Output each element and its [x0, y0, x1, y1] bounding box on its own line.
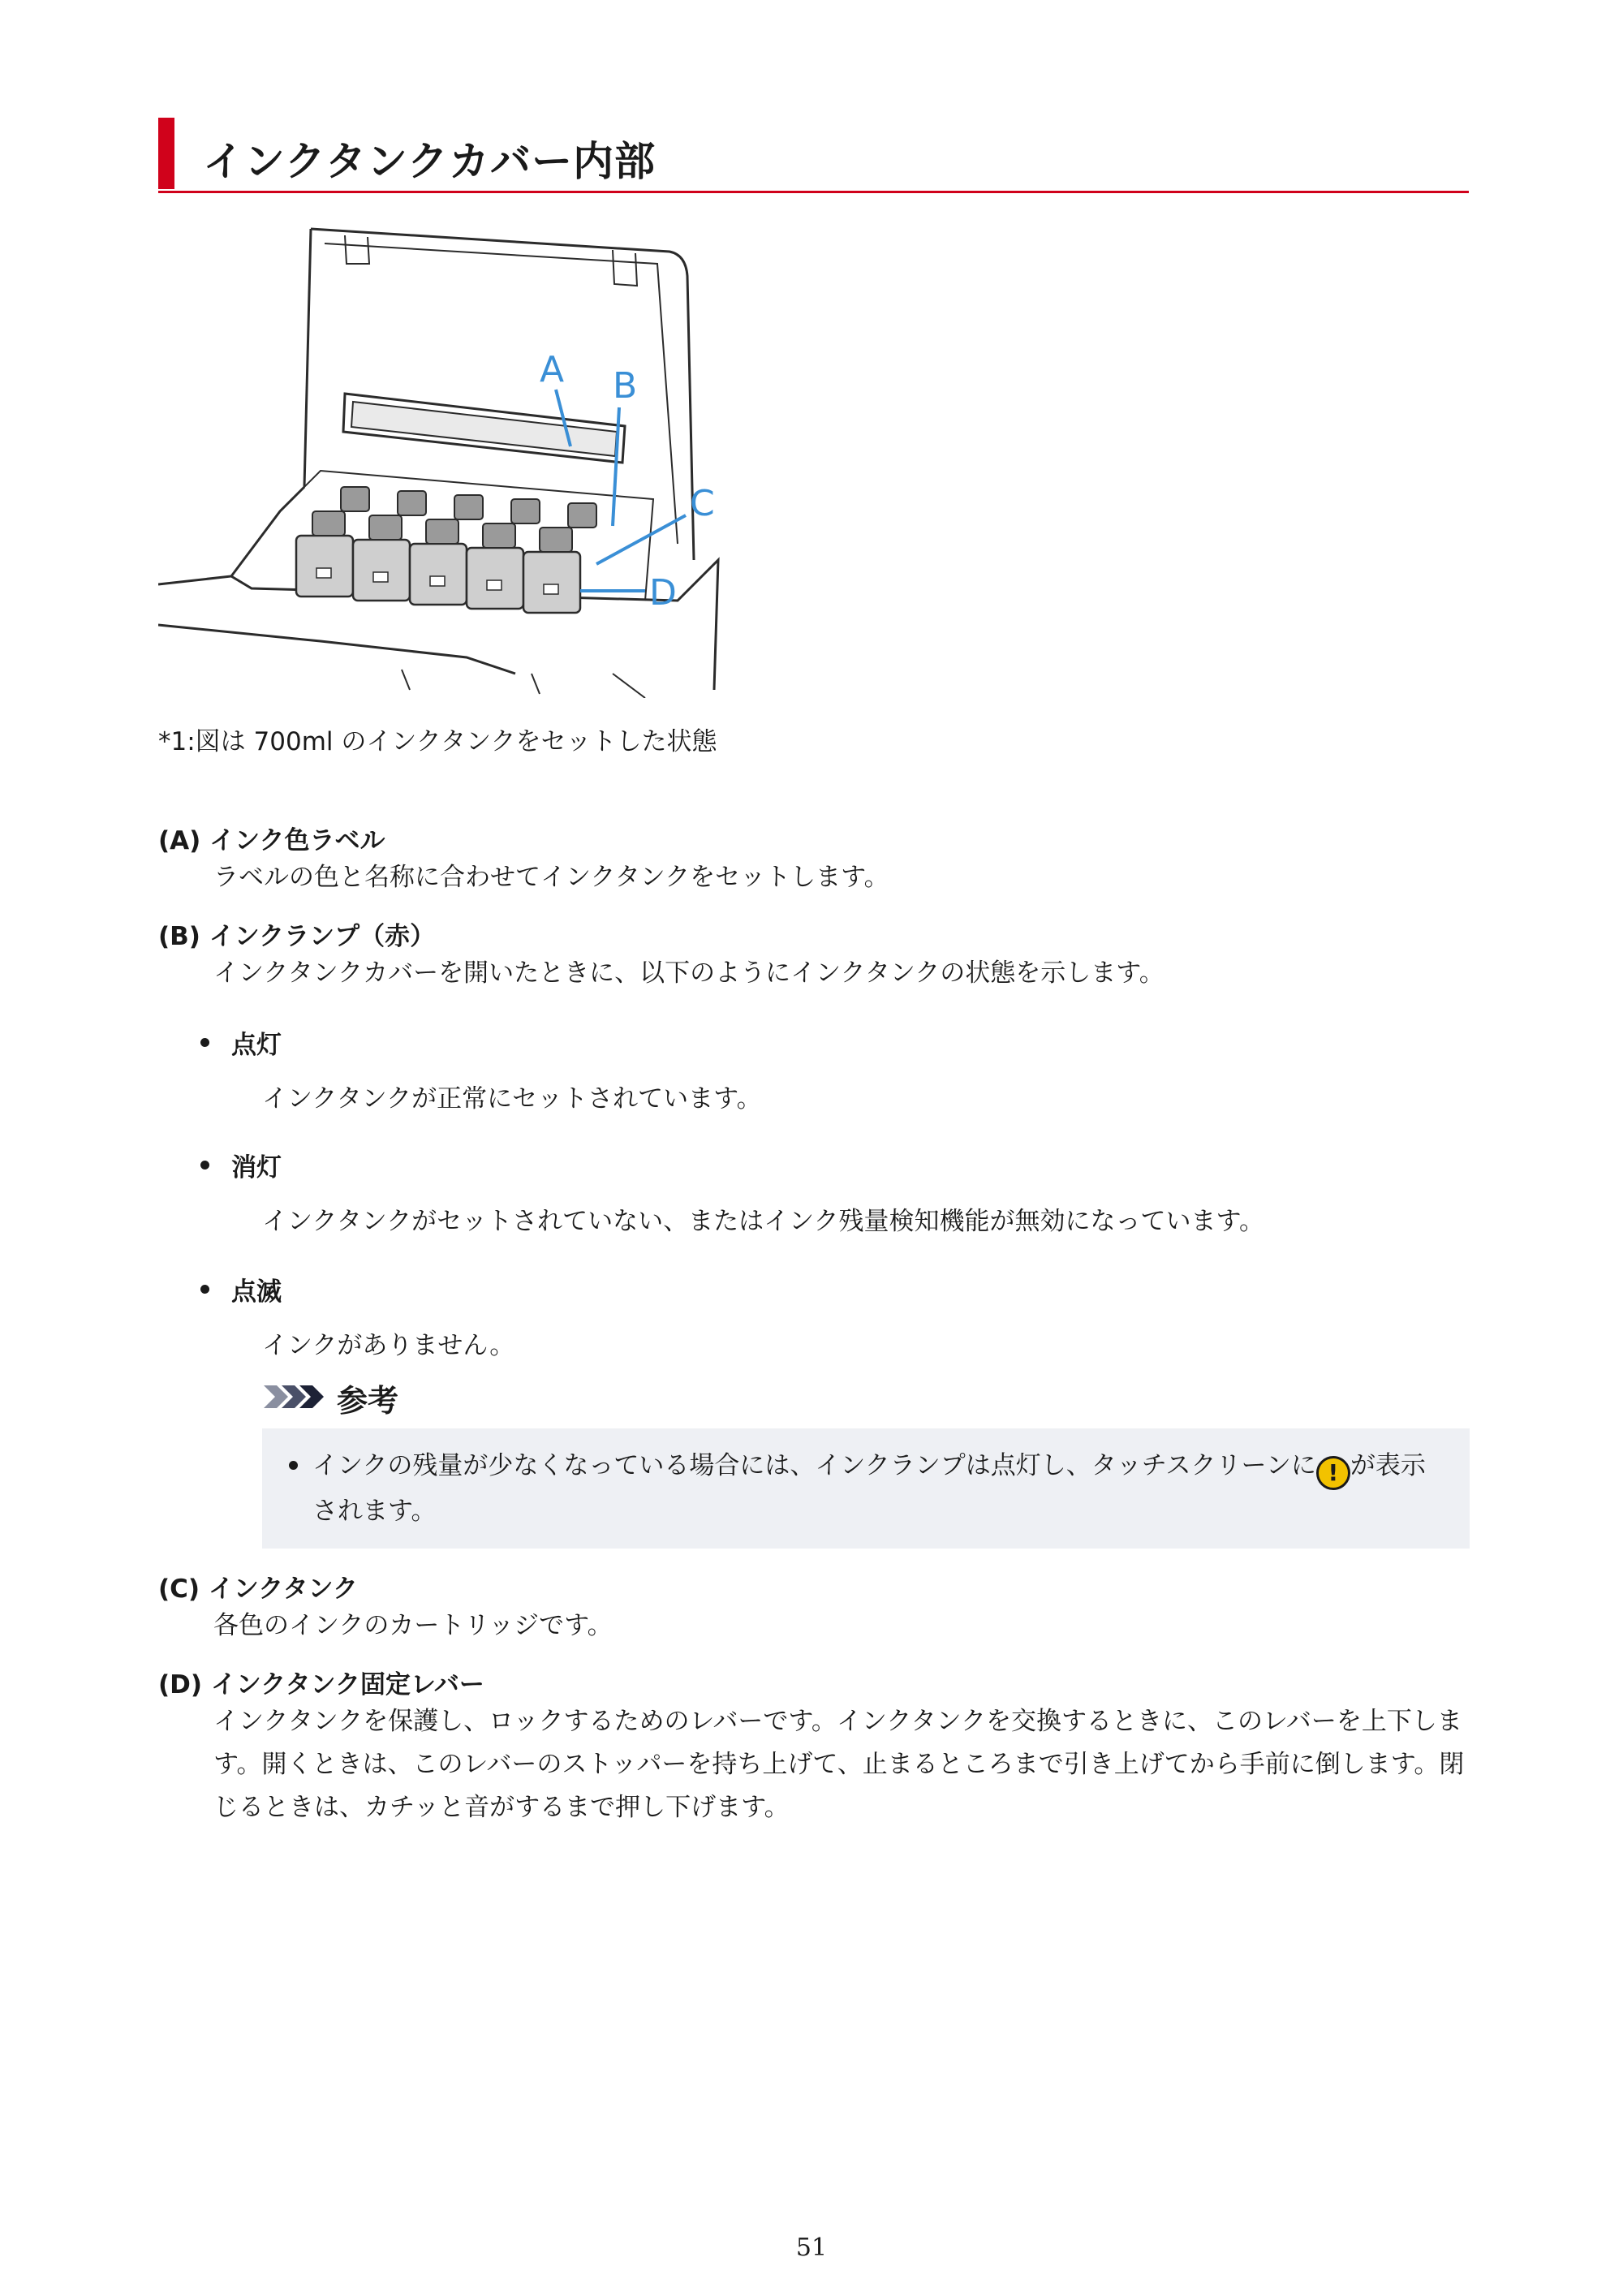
figure-label-c: C	[690, 483, 715, 524]
term-d: (D) インクタンク固定レバー	[158, 1670, 484, 1699]
note-heading	[264, 1376, 588, 1419]
note-box	[262, 1428, 1470, 1549]
lamp-state-desc-off: インクタンクがセットされていない、またはインク残量検知機能が無効になっています。	[262, 1207, 1265, 1236]
lamp-state-desc-on: インクタンクが正常にセットされています。	[262, 1084, 762, 1114]
term-a: (A) インク色ラベル	[158, 826, 385, 855]
note-text-after: が表示されます。	[312, 1451, 1426, 1526]
lamp-state-head-on: 点灯	[231, 1024, 282, 1061]
page-title-text: インクタンクカバー内部	[203, 138, 656, 185]
lamp-state-desc-blink: インクがありません。	[262, 1331, 515, 1360]
desc-d: インクタンクを保護し、ロックするためのレバーです。インクタンクを交換するときに、このレバーを上下します。開くときは、このレバーのストッパーを持ち上げて、止まるところまで引き上げてから手前に倒します。閉じるときは、カチッと音がするまで押し下げます。	[213, 1707, 1465, 1822]
note-title: 参考	[337, 1383, 399, 1419]
desc-b: インクタンクカバーを開いたときに、以下のようにインクタンクの状態を示します。	[213, 958, 1165, 988]
lamp-state-head-off: 消灯	[231, 1147, 282, 1183]
term-b: (B) インクランプ（赤）	[158, 922, 436, 951]
figure-footnote: *1:図は 700ml のインクタンクをセットした状態	[158, 727, 717, 756]
desc-a: ラベルの色と名称に合わせてインクタンクをセットします。	[213, 863, 889, 892]
chevron-right-icon	[299, 1385, 324, 1408]
lamp-state-head-blink: 点滅	[231, 1271, 282, 1307]
note-text-before: インクの残量が少なくなっている場合には、インクランプは点灯し、タッチスクリーンに	[312, 1451, 1316, 1480]
desc-c: 各色のインクのカートリッジです。	[213, 1611, 613, 1640]
figure-label-d: D	[649, 572, 677, 614]
warning-icon: !	[1316, 1456, 1350, 1490]
printer-illustration	[158, 219, 743, 698]
page-number: 51	[795, 2234, 828, 2262]
page-title	[158, 118, 1469, 193]
term-c: (C) インクタンク	[158, 1574, 359, 1604]
figure-label-a: A	[540, 349, 565, 390]
ink-tank-cover-illustration	[158, 219, 743, 698]
note-text	[312, 1445, 1449, 1532]
bullet-dot	[289, 1461, 298, 1470]
heading-accent-bar	[158, 118, 174, 189]
figure-label-b: B	[613, 365, 638, 407]
